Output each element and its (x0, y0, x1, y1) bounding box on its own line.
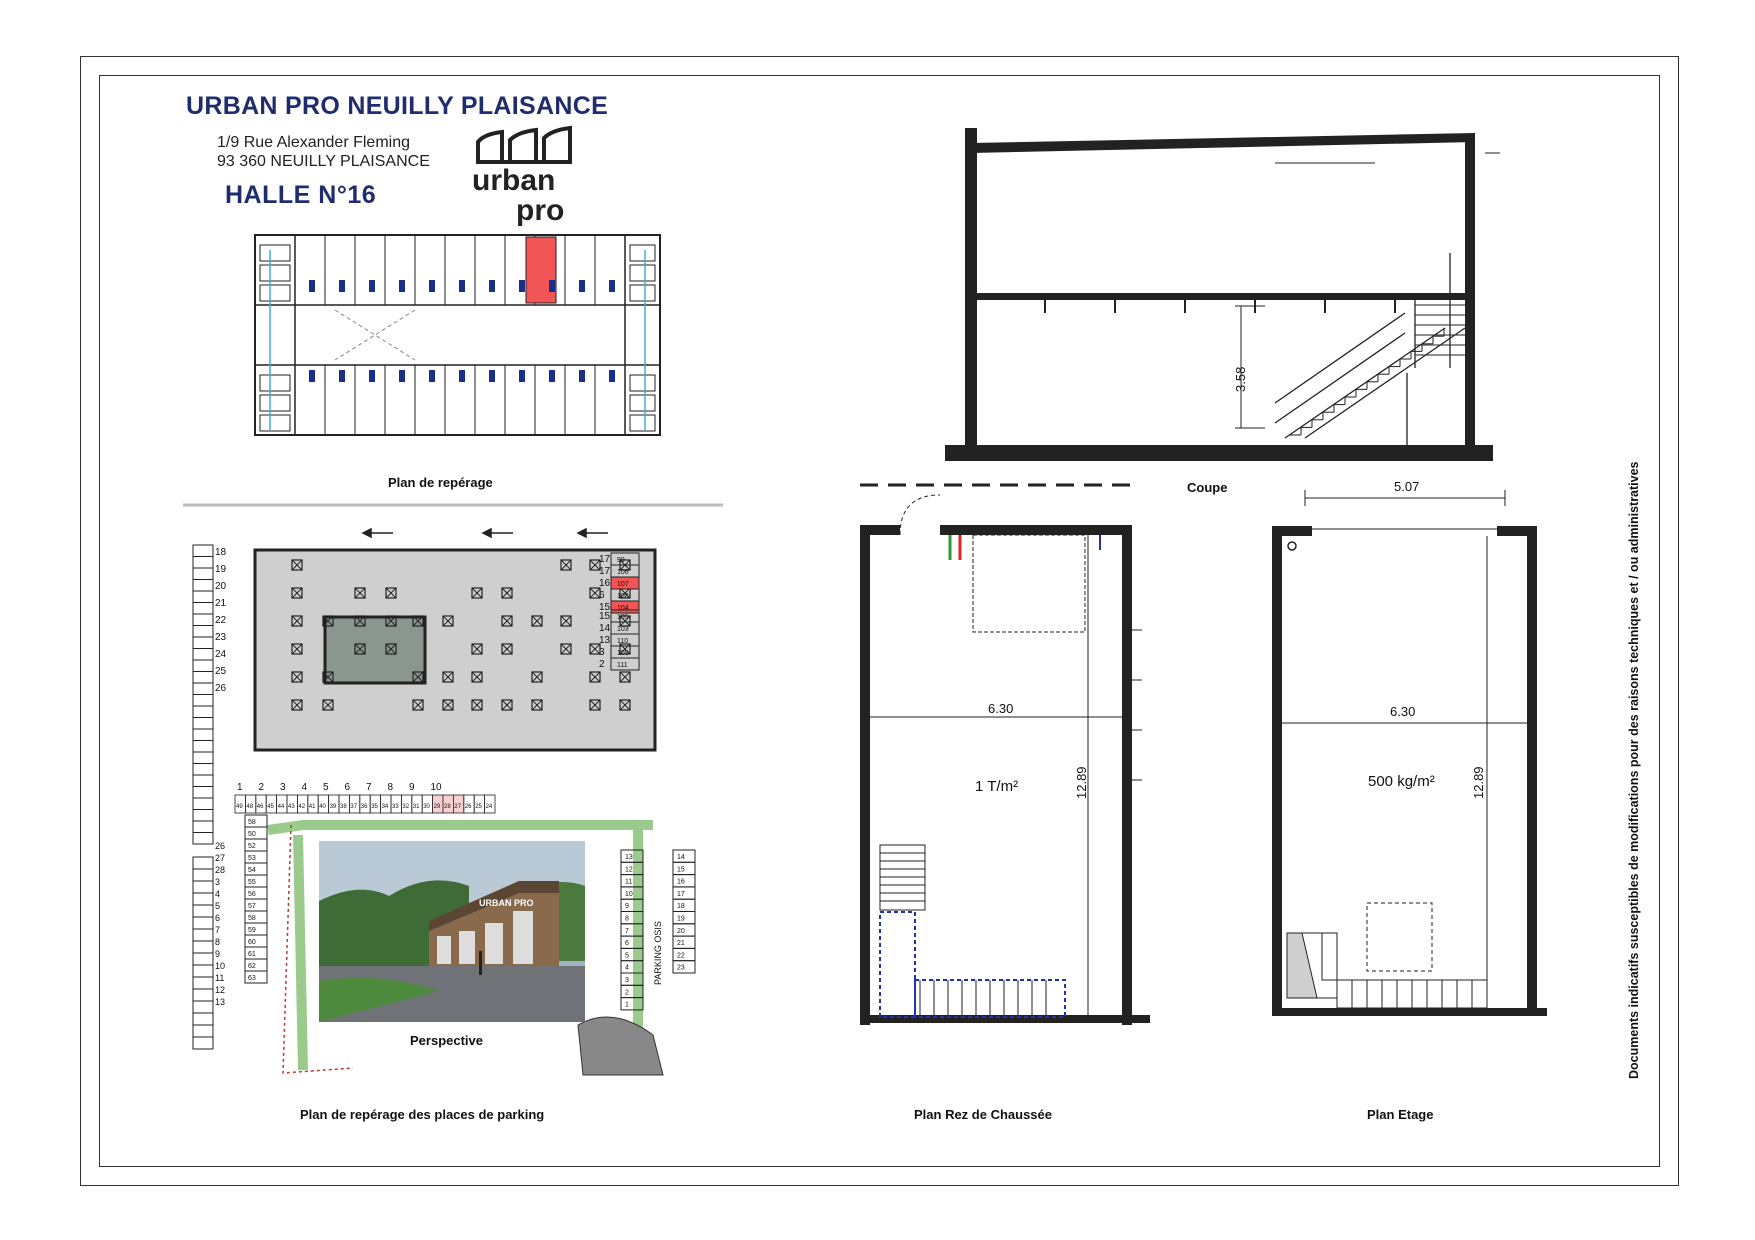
parking-space (193, 637, 213, 649)
parking-space (193, 718, 213, 730)
osis-number: 20 (677, 927, 685, 935)
parking-unit-number: 34 (381, 804, 389, 810)
osis-number: 14 (677, 854, 685, 861)
unit-number: 106 (617, 569, 629, 576)
unit-number: 105 (617, 614, 629, 621)
parking-unit-number: 60 (248, 939, 256, 946)
parking-number: 10 (215, 961, 226, 971)
parking-unit-number: 54 (248, 867, 256, 874)
perspective-sign: URBAN PRO (479, 898, 534, 908)
parking-unit-number: 38 (340, 804, 347, 810)
osis-number: 5 (625, 952, 629, 960)
parking-unit-number: 30 (423, 804, 430, 810)
osis-number: 21 (677, 940, 685, 948)
parking-number: 8 (387, 782, 394, 793)
parking-number: 26 (215, 683, 227, 694)
dim-etage-width: 6.30 (1390, 704, 1416, 719)
parking-unit-number: 36 (360, 804, 368, 810)
section-drawing (945, 123, 1500, 468)
caption-perspective: Perspective (410, 1033, 483, 1048)
osis-number: 2 (625, 989, 629, 997)
parking-space (193, 752, 213, 764)
parking-number: 4 (215, 889, 221, 899)
parking-space (193, 893, 213, 905)
key-plan-stair (519, 280, 525, 292)
parking-unit-number: 28 (444, 804, 451, 810)
parking-space (193, 649, 213, 661)
parking-number: 7 (366, 782, 372, 793)
parking-space (193, 905, 213, 917)
parking-space (193, 568, 213, 580)
key-plan-stair (609, 280, 615, 292)
parking-space (193, 626, 213, 638)
dim-rdc-width: 6.30 (988, 701, 1014, 716)
parking-number: 13 (599, 635, 611, 646)
osis-number: 13 (625, 854, 633, 861)
parking-space (193, 821, 213, 833)
key-plan-stair (429, 280, 435, 292)
key-plan-stair (399, 370, 405, 382)
parking-unit-number: 40 (319, 804, 326, 810)
rdc-load: 1 T/m² (975, 778, 1019, 795)
unit-number: 103 (617, 626, 629, 633)
halle-number: HALLE N°16 (225, 181, 377, 209)
osis-number: 8 (625, 915, 629, 923)
parking-unit-number: 61 (248, 951, 256, 958)
parking-space (193, 1001, 213, 1013)
parking-unit-number: 37 (350, 804, 358, 810)
parking-number: 23 (215, 632, 227, 643)
key-plan-stair (309, 370, 315, 382)
key-plan-stair (489, 280, 495, 292)
logo-text-urban: urban (472, 164, 556, 197)
parking-number: 24 (215, 649, 227, 660)
parking-number: 6 (215, 913, 221, 923)
parking-number: 6 (599, 590, 605, 601)
dim-etage-depth: 12.89 (1471, 766, 1486, 799)
osis-number: 19 (677, 915, 685, 923)
parking-number: 20 (215, 581, 227, 592)
osis-label: PARKING OSIS (653, 921, 663, 985)
parking-number: 25 (215, 666, 227, 677)
parking-number: 4 (301, 782, 308, 793)
parking-number: 5 (215, 901, 221, 911)
caption-parking: Plan de repérage des places de parking (300, 1107, 545, 1122)
osis-number: 4 (625, 964, 629, 972)
parking-number: 11 (215, 973, 225, 983)
parking-unit-number: 43 (288, 804, 295, 810)
parking-number: 21 (215, 598, 227, 609)
parking-space (193, 1037, 213, 1049)
parking-space (193, 580, 213, 592)
parking-space (193, 857, 213, 869)
osis-number: 15 (677, 866, 685, 874)
parking-number: 26 (215, 841, 226, 851)
key-plan-stair (459, 280, 465, 292)
parking-number: 22 (215, 615, 227, 626)
parking-space (193, 787, 213, 799)
parking-number: 19 (215, 564, 227, 575)
parking-space (193, 695, 213, 707)
osis-number: 16 (677, 878, 685, 886)
site-building-highlight (325, 617, 425, 683)
key-plan-stair (519, 370, 525, 382)
parking-number: 16 (599, 578, 611, 589)
key-plan-stair (309, 280, 315, 292)
parking-space (193, 917, 213, 929)
parking-space (193, 683, 213, 695)
parking-number: 15 (599, 602, 611, 613)
parking-space (193, 764, 213, 776)
key-plan (250, 230, 670, 452)
parking-number: 9 (215, 949, 221, 959)
parking-unit-number: 41 (308, 804, 316, 810)
parking-space (193, 729, 213, 741)
parking-space (193, 798, 213, 810)
parking-number: 7 (215, 925, 221, 935)
parking-space (193, 672, 213, 684)
osis-number: 22 (677, 952, 685, 960)
site-building (255, 550, 655, 750)
key-plan-stair (579, 370, 585, 382)
parking-unit-number: 48 (246, 804, 254, 810)
key-plan-stair (549, 370, 555, 382)
caption-plan-reperage: Plan de repérage (388, 475, 493, 490)
osis-number: 9 (625, 903, 629, 911)
key-plan-stair (339, 370, 345, 382)
parking-number: 2 (599, 659, 605, 670)
parking-space (193, 869, 213, 881)
key-plan-stair (609, 370, 615, 382)
parking-space (193, 545, 213, 557)
parking-space (193, 557, 213, 569)
parking-unit-number: 42 (298, 804, 306, 810)
dim-rdc-depth: 12.89 (1074, 766, 1089, 799)
dim-coupe-height: 3.58 (1233, 366, 1248, 392)
parking-unit-number: 45 (267, 804, 274, 810)
parking-unit-number: 39 (329, 804, 337, 810)
parking-unit-number: 52 (248, 843, 256, 850)
key-plan-stair (549, 280, 555, 292)
parking-unit-number: 50 (248, 831, 256, 838)
parking-unit-number: 33 (392, 804, 399, 810)
parking-number: 27 (215, 853, 226, 863)
parking-space (193, 941, 213, 953)
parking-unit-number: 44 (277, 804, 285, 810)
parking-unit-number: 46 (256, 804, 264, 810)
unit-number: 99 (617, 557, 625, 564)
parking-unit-number: 35 (371, 804, 378, 810)
parking-unit-number: 24 (485, 804, 493, 810)
parking-number: 5 (323, 782, 329, 793)
unit-number: 110 (617, 638, 629, 645)
address-line-1: 1/9 Rue Alexander Fleming (217, 134, 410, 151)
osis-number: 7 (625, 927, 629, 935)
parking-number: 2 (258, 782, 265, 793)
parking-unit-number: 27 (454, 804, 462, 810)
parking-space (193, 660, 213, 672)
parking-number: 3 (280, 782, 286, 793)
parking-unit-number: 59 (248, 927, 256, 934)
logo-text-pro: pro (516, 194, 565, 227)
parking-number: 9 (409, 782, 415, 793)
parking-space (193, 953, 213, 965)
caption-coupe: Coupe (1187, 480, 1228, 495)
parking-space (193, 881, 213, 893)
key-plan-stair (459, 370, 465, 382)
parking-space (193, 706, 213, 718)
parking-space (193, 989, 213, 1001)
parking-unit-number: 56 (248, 891, 256, 898)
osis-number: 3 (625, 977, 629, 984)
parking-space (193, 1025, 213, 1037)
parking-space (193, 810, 213, 822)
parking-unit-number: 63 (248, 975, 256, 982)
parking-unit-number: 58 (248, 915, 256, 922)
parking-unit-number: 49 (236, 804, 243, 810)
parking-unit-number: 25 (475, 804, 482, 810)
parking-space (193, 614, 213, 626)
key-plan-stair (489, 370, 495, 382)
key-plan-stair (579, 280, 585, 292)
project-title: URBAN PRO NEUILLY PLAISANCE (186, 92, 609, 120)
ground-floor-plan (860, 480, 1150, 1055)
caption-etage: Plan Etage (1367, 1107, 1434, 1122)
parking-number: 15 (599, 611, 611, 622)
parking-space (193, 741, 213, 753)
parking-number: 3 (599, 647, 605, 658)
parking-unit-number: 26 (464, 804, 472, 810)
osis-number: 12 (625, 866, 633, 874)
unit-number: 107 (617, 581, 629, 588)
parking-unit-number: 53 (248, 855, 256, 862)
key-plan-stair (369, 370, 375, 382)
osis-number: 23 (677, 964, 685, 972)
osis-number: 18 (677, 903, 685, 911)
parking-space (193, 965, 213, 977)
parking-unit-number: 32 (402, 804, 410, 810)
osis-number: 10 (625, 890, 633, 898)
parking-space (193, 603, 213, 615)
parking-space (193, 1013, 213, 1025)
parking-number: 14 (599, 623, 611, 634)
parking-unit-number: 31 (412, 804, 420, 810)
parking-unit-number: 62 (248, 963, 256, 970)
parking-number: 8 (215, 937, 221, 947)
key-plan-stair (429, 370, 435, 382)
etage-load: 500 kg/m² (1368, 773, 1435, 790)
parking-number: 1 (237, 782, 243, 793)
parking-unit-number: 58 (248, 819, 256, 826)
parking-space (193, 833, 213, 845)
osis-number: 17 (677, 890, 685, 898)
parking-number: 17 (599, 566, 611, 577)
unit-number: 111 (617, 662, 628, 669)
perspective-image (319, 841, 585, 1022)
address-line-2: 93 360 NEUILLY PLAISANCE (217, 153, 430, 170)
side-disclaimer: Documents indicatifs susceptibles de modifications pour des raisons techniques et / ou administratives (1627, 461, 1641, 1079)
parking-unit-number: 29 (433, 804, 441, 810)
parking-number: 13 (215, 997, 226, 1007)
parking-space (193, 591, 213, 603)
upper-floor-plan (1272, 488, 1547, 1055)
parking-number: 6 (344, 782, 351, 793)
parking-number: 12 (215, 985, 226, 995)
parking-space (193, 775, 213, 787)
unit-number: 104 (617, 605, 629, 612)
parking-unit-number: 55 (248, 879, 256, 886)
key-plan-stair (339, 280, 345, 292)
parking-unit-number: 57 (248, 903, 256, 910)
dim-etage-top: 5.07 (1394, 479, 1420, 494)
parking-space (193, 929, 213, 941)
osis-number: 11 (625, 878, 633, 886)
unit-number: 108 (617, 593, 629, 600)
urban-pro-logo (472, 128, 574, 227)
osis-number: 6 (625, 940, 629, 948)
parking-number: 28 (215, 865, 226, 875)
etage-landing (1322, 933, 1337, 980)
parking-number: 17 (599, 554, 611, 565)
osis-number: 1 (625, 1001, 629, 1009)
caption-rdc: Plan Rez de Chaussée (914, 1107, 1052, 1122)
key-plan-stair (399, 280, 405, 292)
parking-space (193, 977, 213, 989)
parking-number: 18 (215, 547, 227, 558)
parking-number: 10 (430, 782, 442, 793)
key-plan-stair (369, 280, 375, 292)
halle-16-highlight (526, 237, 556, 303)
unit-number: 109 (617, 650, 629, 657)
parking-number: 3 (215, 877, 221, 887)
